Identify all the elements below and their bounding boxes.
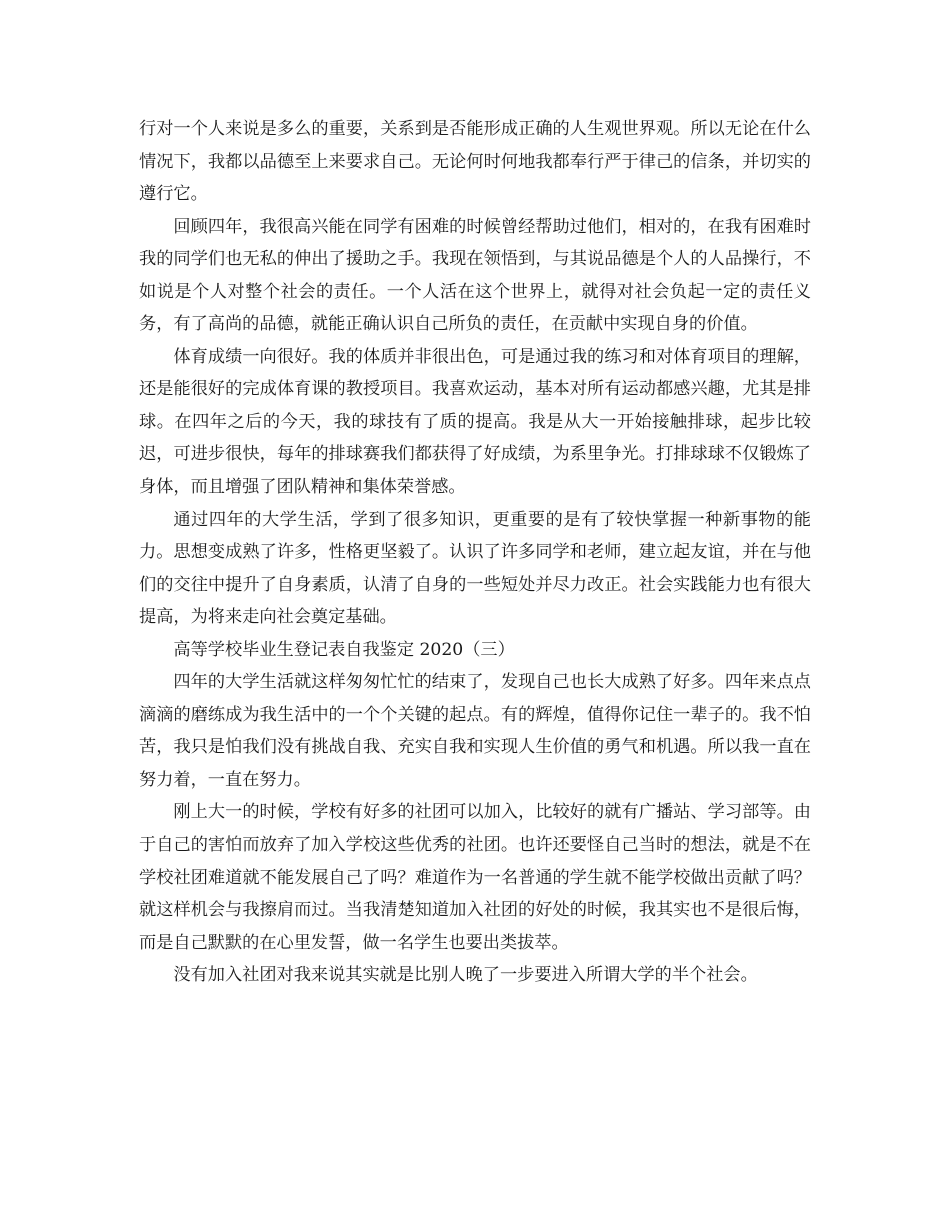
document-page bbox=[139, 113, 811, 992]
paragraph-no-club: 没有加入社团对我来说其实就是比别人晚了一步要进入所谓大学的半个社会。 bbox=[173, 965, 758, 986]
paragraph-continuation: 行对一个人来说是多么的重要，关系到是否能形成正确的人生观世界观。所以无论在什么情况下，我都以品德至上来要求自己。无论何时何地我都奉行严于律己的信条，并切实的遵行它。 bbox=[139, 119, 811, 205]
paragraph-clubs: 刚上大一的时候，学校有好多的社团可以加入，比较好的就有广播站、学习部等。由于自己的害怕而放弃了加入学校这些优秀的社团。也许还要怪自己当时的想法，就是不在学校社团难道就不能发展自己了吗？难道作为一名普通的学生就不能学校做出贡献了吗？就这样机会与我擦肩而过。当我清楚知道加入社团的好处的时候，我其实也不是很后悔，而是自己默默的在心里发誓，做一名学生也要出类拔萃。 bbox=[139, 802, 811, 953]
paragraph-four-years: 四年的大学生活就这样匆匆忙忙的结束了，发现自己也长大成熟了好多。四年来点点滴滴的磨练成为我生活中的一个个关键的起点。有的辉煌，值得你记住一辈子的。我不怕苦，我只是怕我们没有挑战自我、充实自我和实现人生价值的勇气和机遇。所以我一直在努力着，一直在努力。 bbox=[139, 672, 811, 790]
section-heading: 高等学校毕业生登记表自我鉴定 2020（三） bbox=[173, 639, 515, 660]
paragraph-review: 回顾四年，我很高兴能在同学有困难的时候曾经帮助过他们，相对的，在我有困难时我的同学们也无私的伸出了援助之手。我现在领悟到，与其说品德是个人的人品操行，不如说是个人对整个社会的责任。一个人活在这个世界上，就得对社会负起一定的责任义务，有了高尚的品德，就能正确认识自己所负的责任，在贡献中实现自身的价值。 bbox=[139, 216, 811, 335]
paragraph-sports: 体育成绩一向很好。我的体质并非很出色，可是通过我的练习和对体育项目的理解，还是能很好的完成体育课的教授项目。我喜欢运动，基本对所有运动都感兴趣，尤其是排球。在四年之后的今天，我的球技有了质的提高。我是从大一开始接触排球，起步比较迟，可进步很快，每年的排球赛我们都获得了好成绩，为系里争光。打排球球不仅锻炼了身体，而且增强了团队精神和集体荣誉感。 bbox=[139, 346, 811, 498]
paragraph-growth: 通过四年的大学生活，学到了很多知识，更重要的是有了较快掌握一种新事物的能力。思想变成熟了许多，性格更坚毅了。认识了许多同学和老师，建立起友谊，并在与他们的交往中提升了自身素质，认清了自身的一些短处并尽力改正。社会实践能力也有很大提高，为将来走向社会奠定基础。 bbox=[139, 509, 811, 628]
